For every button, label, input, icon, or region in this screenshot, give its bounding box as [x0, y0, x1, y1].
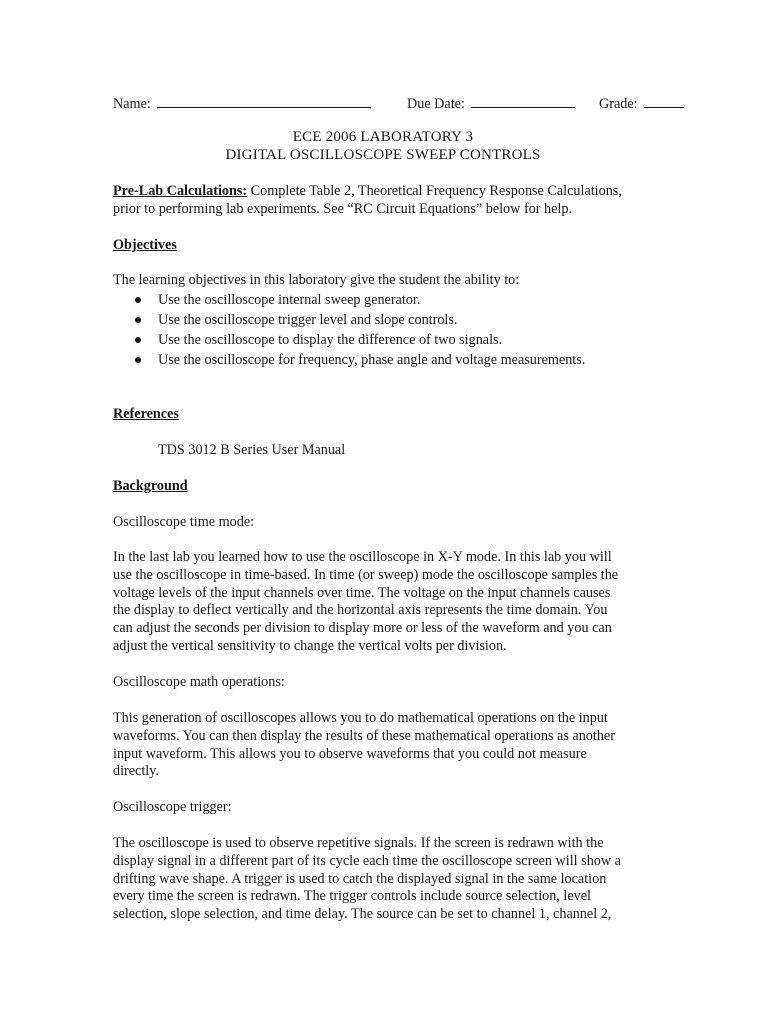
list-item [113, 350, 585, 370]
references-heading: References [113, 406, 179, 422]
paragraph-line: voltage levels of the input channels over time. The voltage on the input channels causes [113, 584, 611, 601]
name-blank-line [157, 93, 371, 108]
grade-label: Grade: [599, 96, 638, 112]
header-fields [113, 93, 693, 113]
title-line-2: DIGITAL OSCILLOSCOPE SWEEP CONTROLS [225, 147, 541, 163]
paragraph-line: waveforms. You can then display the results of these mathematical operations as another [113, 727, 615, 744]
due-date-blank-line [471, 93, 575, 108]
paragraph-line: adjust the vertical sensitivity to change the vertical volts per division. [113, 637, 507, 654]
paragraph-line: the display to deflect vertically and the horizontal axis represents the time domain. You [113, 602, 608, 619]
bullet-icon [135, 337, 141, 343]
objective-text: Use the oscilloscope for frequency, phase angle and voltage measurements. [158, 352, 586, 368]
prelab-text-1: Complete Table 2, Theoretical Frequency Response Calculations, [247, 183, 622, 199]
prelab-text-2: prior to performing lab experiments. See “RC Circuit Equations” below for help. [113, 200, 573, 217]
objective-text: Use the oscilloscope trigger level and slope controls. [158, 312, 458, 328]
paragraph-line: This generation of oscilloscopes allows you to do mathematical operations on the input [113, 710, 608, 726]
name-label: Name: [113, 96, 151, 112]
objectives-list [113, 290, 585, 370]
name-field [113, 93, 371, 113]
time-mode-label: Oscilloscope time mode: [113, 514, 255, 530]
prelab-label: Pre-Lab Calculations: [113, 183, 248, 199]
grade-field [599, 93, 684, 113]
paragraph-line: selection, slope selection, and time delay. The source can be set to channel 1, channel 2, [113, 906, 612, 923]
prelab-paragraph [113, 183, 653, 219]
objectives-intro: The learning objectives in this laboratory give the student the ability to: [113, 272, 520, 288]
paragraph-line: use the oscilloscope in time-based. In time (or sweep) mode the oscilloscope samples the [113, 566, 619, 583]
paragraph-line: drifting wave shape. A trigger is used to catch the displayed signal in the same location [113, 870, 607, 887]
list-item [113, 290, 585, 310]
background-heading: Background [113, 478, 188, 494]
paragraph-line: directly. [113, 763, 159, 780]
list-item [113, 310, 585, 330]
objective-text: Use the oscilloscope internal sweep generator. [158, 292, 421, 308]
grade-blank-line [644, 93, 684, 108]
objective-text: Use the oscilloscope to display the difference of two signals. [158, 332, 503, 348]
paragraph-line: display signal in a different part of its cycle each time the oscilloscope screen will show a [113, 852, 621, 869]
math-label: Oscilloscope math operations: [113, 674, 285, 690]
bullet-icon [135, 297, 141, 303]
paragraph-line: The oscilloscope is used to observe repetitive signals. If the screen is redrawn with the [113, 835, 604, 851]
due-date-field [407, 93, 575, 113]
due-date-label: Due Date: [407, 96, 465, 112]
paragraph-line: input waveform. This allows you to observe waveforms that you could not measure [113, 745, 587, 762]
objectives-heading: Objectives [113, 237, 177, 253]
trigger-label: Oscilloscope trigger: [113, 799, 232, 815]
bullet-icon [135, 357, 141, 363]
list-item [113, 330, 585, 350]
time-mode-paragraph [113, 549, 653, 656]
trigger-paragraph [113, 835, 653, 924]
paragraph-line: In the last lab you learned how to use the oscilloscope in X-Y mode. In this lab you will [113, 549, 612, 565]
math-paragraph [113, 710, 653, 781]
references-item: TDS 3012 B Series User Manual [158, 442, 346, 458]
title-line-1: ECE 2006 LABORATORY 3 [292, 129, 474, 145]
paragraph-line: can adjust the seconds per division to display more or less of the waveform and you can [113, 620, 612, 637]
paragraph-line: every time the screen is redrawn. The trigger controls include source selection, level [113, 888, 591, 905]
bullet-icon [135, 317, 141, 323]
